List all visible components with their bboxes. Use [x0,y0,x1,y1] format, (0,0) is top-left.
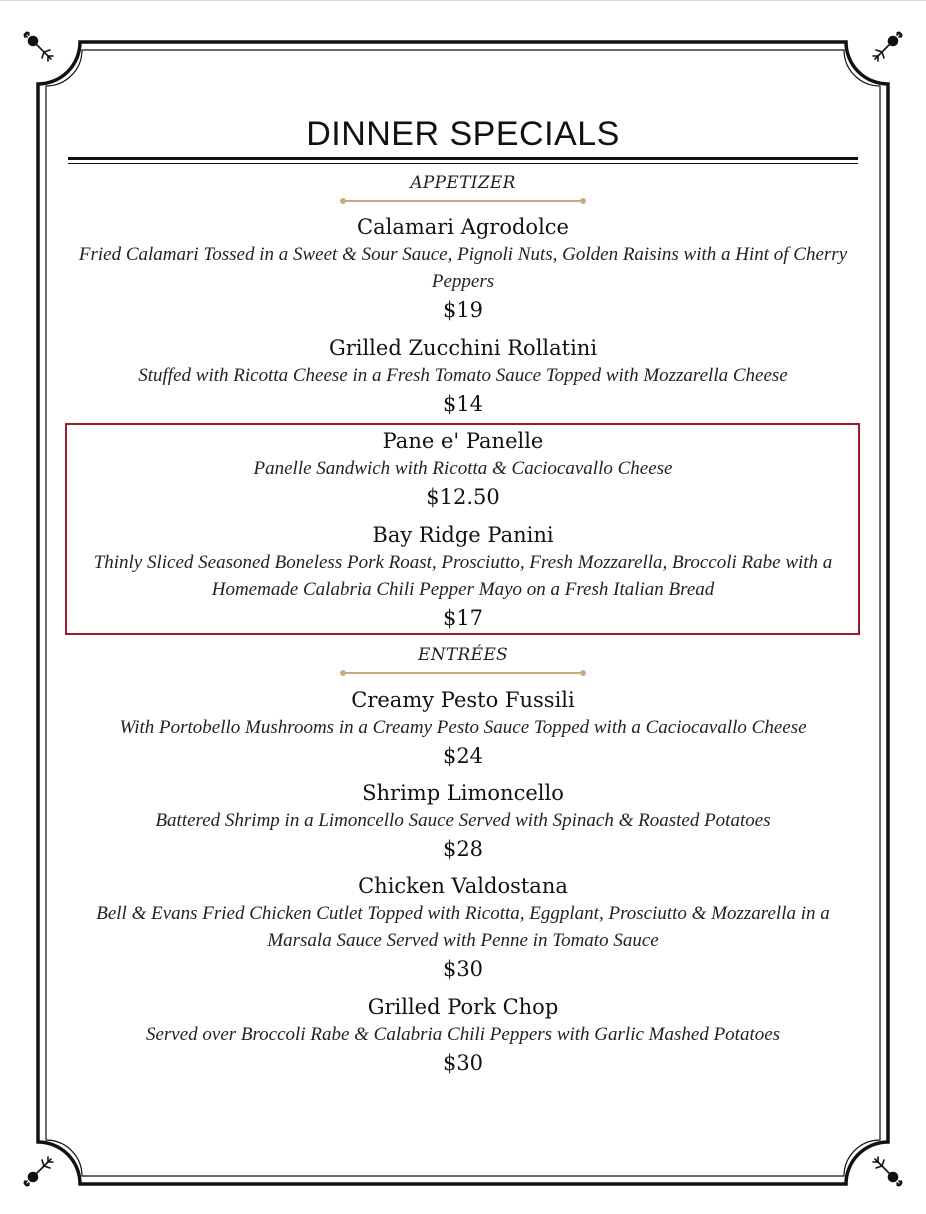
item-description: Served over Broccoli Rabe & Calabria Chili Peppers with Garlic Mashed Potatoes [145,1024,781,1045]
menu-item [30,993,896,1078]
fleuron-icon [22,30,56,64]
menu-item [30,213,896,325]
item-name: Pane e' Panelle [382,429,544,453]
item-name: Shrimp Limoncello [362,781,564,805]
section-label-appetizer: APPETIZER [410,173,516,193]
item-description: Stuffed with Ricotta Cheese in a Fresh Tomato Sauce Topped with Mozzarella Cheese [138,365,788,386]
item-price: $30 [442,957,484,981]
section-label-entrees: ENTRÉES [418,645,508,665]
fleuron-icon [22,1154,56,1188]
menu-item [30,427,896,512]
fleuron-icon [870,30,904,64]
item-name: Chicken Valdostana [358,874,568,898]
menu-item [30,334,896,419]
item-price: $30 [442,1051,484,1075]
menu-item [30,872,896,984]
item-name: Bay Ridge Panini [372,523,554,547]
item-description: Thinly Sliced Seasoned Boneless Pork Roast, Prosciutto, Fresh Mozzarella, Broccoli Rabe with a Homemade Calabria Chili Pepper Mayo on a Fresh Italian Bread [93,552,833,600]
item-price: $24 [442,744,484,768]
title-divider-thin [68,163,858,164]
item-description: Panelle Sandwich with Ricotta & Caciocavallo Cheese [253,458,673,479]
section-divider [343,200,583,202]
item-description: Bell & Evans Fried Chicken Cutlet Topped with Ricotta, Eggplant, Prosciutto & Mozzarella in a Marsala Sauce Served with Penne in Tomato Sauce [96,903,830,951]
section-divider [343,672,583,674]
item-name: Creamy Pesto Fussili [351,688,575,712]
menu-item [30,521,896,633]
item-description: With Portobello Mushrooms in a Creamy Pesto Sauce Topped with a Caciocavallo Cheese [119,717,807,738]
fleuron-icon [870,1154,904,1188]
title-divider-thick [68,157,858,160]
item-name: Grilled Zucchini Rollatini [328,336,598,360]
item-name: Calamari Agrodolce [357,215,569,239]
item-price: $17 [442,606,484,630]
item-description: Fried Calamari Tossed in a Sweet & Sour Sauce, Pignoli Nuts, Golden Raisins with a Hint of Cherry Peppers [78,244,848,292]
page-title: DINNER SPECIALS [306,115,620,153]
item-price: $12.50 [426,485,500,509]
item-price: $14 [442,392,484,416]
item-price: $28 [442,837,484,861]
item-name: Grilled Pork Chop [367,995,559,1019]
item-price: $19 [442,298,484,322]
item-description: Battered Shrimp in a Limoncello Sauce Served with Spinach & Roasted Potatoes [155,810,771,831]
menu-item [30,779,896,864]
menu-item [30,686,896,771]
